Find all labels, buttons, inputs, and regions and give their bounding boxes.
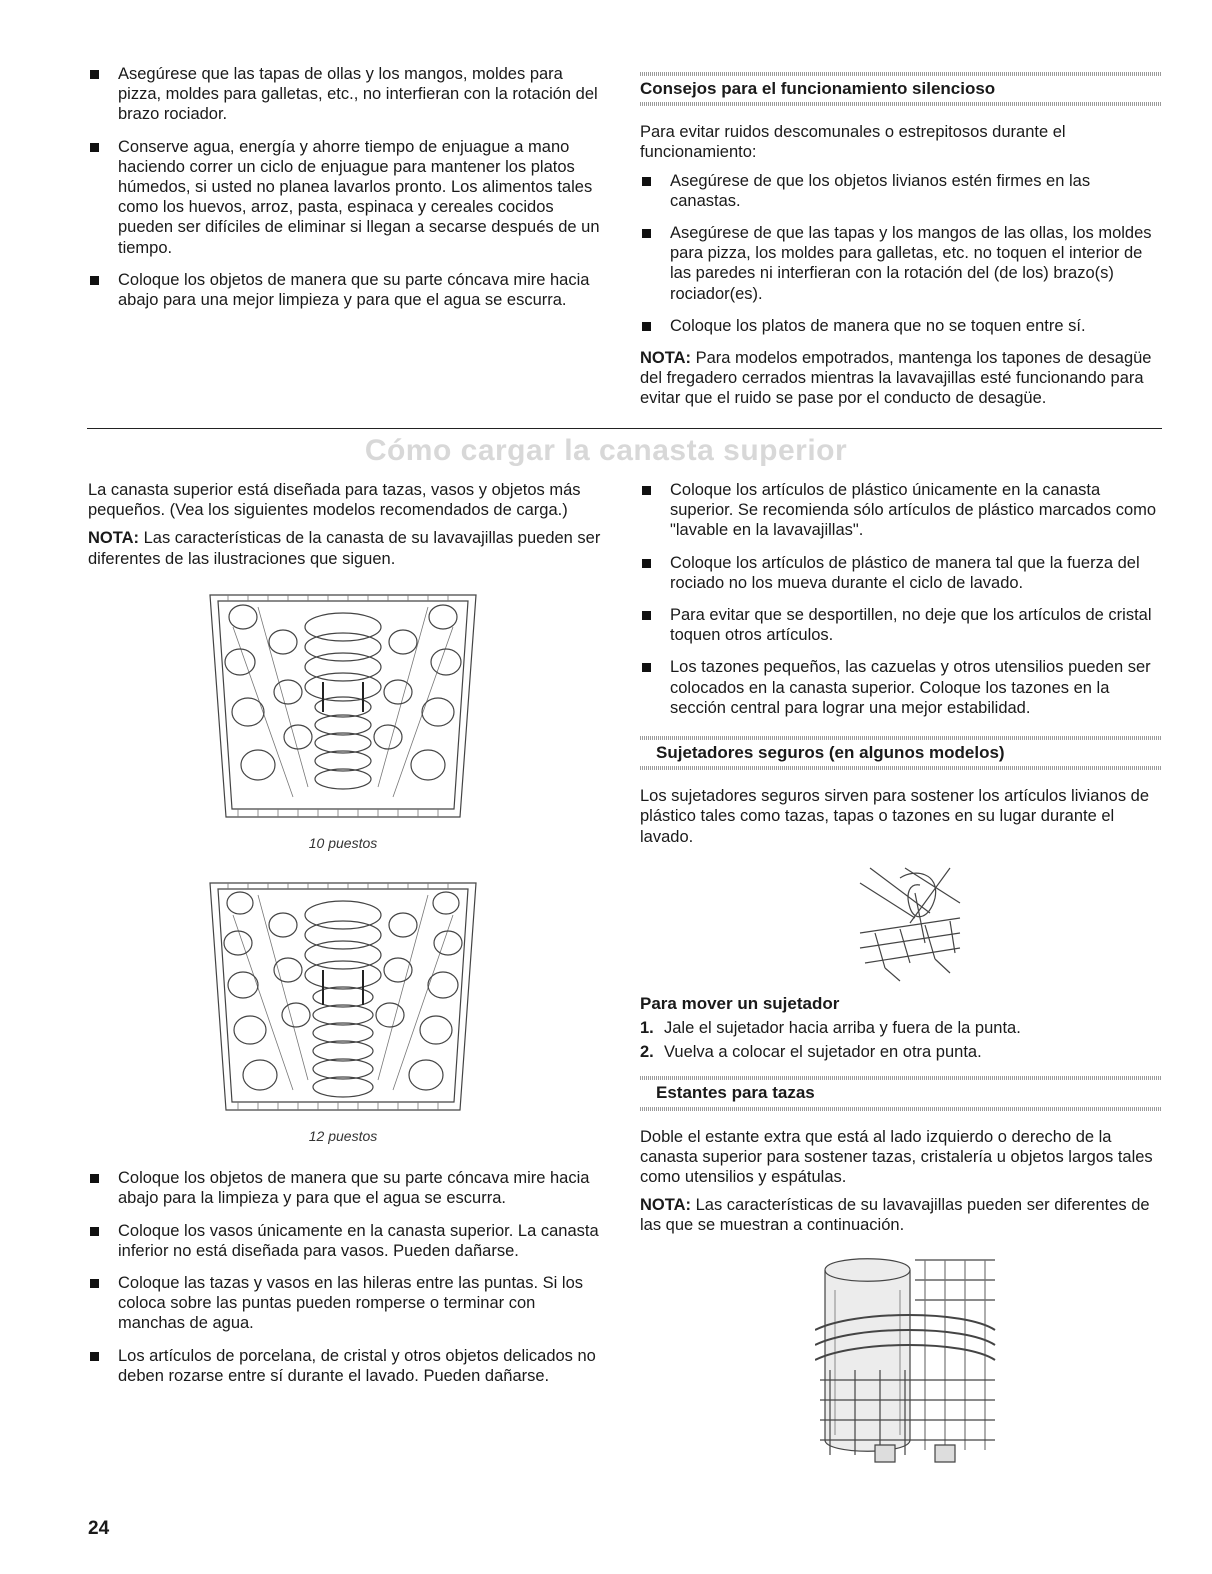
rack-illustration-10 bbox=[198, 587, 488, 853]
step-number: 1. bbox=[640, 1019, 654, 1038]
upper-basket-intro: La canasta superior está diseñada para tazas, vasos y objetos más pequeños. (Vea los siguientes modelos recomendados de carga.) bbox=[88, 481, 581, 520]
rack-illustration-12 bbox=[198, 875, 488, 1146]
step-number: 2. bbox=[640, 1043, 654, 1062]
note-label: NOTA: bbox=[640, 1196, 692, 1215]
list-item: Coloque los platos de manera que no se toquen entre sí. bbox=[640, 316, 1162, 336]
fastener-illustration bbox=[855, 863, 1162, 988]
move-fastener-heading: Para mover un sujetador bbox=[640, 993, 840, 1013]
note-text: Las características de su lavavajillas pueden ser diferentes de las que se muestran a continuación. bbox=[640, 1196, 1150, 1235]
page-number: 24 bbox=[88, 1518, 110, 1539]
rack-caption-12: 12 puestos bbox=[308, 1128, 378, 1145]
top-left-column bbox=[88, 64, 603, 322]
list-item: Conserve agua, energía y ahorre tiempo de enjuague a mano haciendo correr un ciclo de enjuague para mantener los platos húmedos, si usted no planea lavarlos pronto. Los alimentos tales como los huevos, arroz, pasta, espinaca y cereales cocidos pueden ser difíciles de eliminar si llegan a secarse después de un tiempo. bbox=[88, 137, 603, 258]
upper-basket-note bbox=[88, 528, 603, 568]
section-title: Cómo cargar la canasta superior bbox=[364, 434, 848, 467]
list-item bbox=[640, 1042, 1162, 1062]
list-item: Coloque los artículos de plástico de manera tal que la fuerza del rociado no los mueva durante el ciclo de lavado. bbox=[640, 553, 1162, 593]
fasteners-text: Los sujetadores seguros sirven para sostener los artículos livianos de plástico tales como tazas, tapas o tazones en su lugar durante el lavado. bbox=[640, 787, 1150, 846]
rack-12-place-icon bbox=[198, 875, 488, 1120]
upper-basket-left-bullets bbox=[88, 1168, 603, 1386]
list-item: Asegúrese de que las tapas y los mangos de las ollas, los moldes para pizza, los moldes para galletas, etc. no toquen el interior de las paredes ni interfieran con la rotación del (de los) brazo(s) rociador(es). bbox=[640, 223, 1162, 304]
section-heading: Sujetadores seguros (en algunos modelos) bbox=[656, 743, 1005, 763]
list-item: Coloque los objetos de manera que su parte cóncava mire hacia abajo para la limpieza y para que el agua se escurra. bbox=[88, 1168, 603, 1208]
list-item: Asegúrese de que los objetos livianos estén firmes en las canastas. bbox=[640, 171, 1162, 211]
cup-shelves-text: Doble el estante extra que está al lado izquierdo o derecho de la canasta superior para sostener tazas, cristalería u objetos largos tales como utensilios y espátulas. bbox=[640, 1127, 1153, 1187]
list-item: Los artículos de porcelana, de cristal y otros objetos delicados no deben rozarse entre sí durante el lavado. Pueden dañarse. bbox=[88, 1346, 603, 1386]
cup-shelf-icon bbox=[815, 1250, 1000, 1465]
list-item: Coloque los objetos de manera que su parte cóncava mire hacia abajo para una mejor limpieza y para que el agua se escurra. bbox=[88, 270, 603, 310]
note-label: NOTA: bbox=[88, 529, 140, 548]
list-item bbox=[640, 1018, 1162, 1038]
upper-basket-left-column bbox=[88, 480, 603, 1398]
note-text: Para modelos empotrados, mantenga los tapones de desagüe del fregadero cerrados mientras la lavavajillas esté funcionando para evitar que el ruido se pase por el conducto de desagüe. bbox=[640, 349, 1152, 408]
list-item: Para evitar que se desportillen, no deje que los artículos de cristal toquen otros artículos. bbox=[640, 605, 1162, 645]
upper-basket-right-column bbox=[640, 480, 1162, 1465]
quiet-operation-section bbox=[640, 66, 1162, 417]
quiet-note bbox=[640, 348, 1162, 409]
top-left-bullet-list bbox=[88, 64, 603, 310]
list-item: Los tazones pequeños, las cazuelas y otros utensilios pueden ser colocados en la canasta superior. Coloque los tazones en la sección central para lograr una mejor estabilidad. bbox=[640, 657, 1162, 718]
note-text: Las características de la canasta de su lavavajillas pueden ser diferentes de las ilustraciones que siguen. bbox=[88, 529, 601, 568]
quiet-intro: Para evitar ruidos descomunales o estrepitosos durante el funcionamiento: bbox=[640, 123, 1066, 162]
cup-shelf-illustration bbox=[815, 1250, 1162, 1465]
cup-shelves-note bbox=[640, 1195, 1162, 1235]
list-item: Asegúrese que las tapas de ollas y los mangos, moldes para pizza, moldes para galletas, etc., no interfieran con la rotación del brazo rociador. bbox=[88, 64, 603, 125]
section-heading: Consejos para el funcionamiento silencioso bbox=[640, 79, 996, 98]
move-fastener-steps bbox=[640, 1018, 1162, 1062]
rack-caption-10: 10 puestos bbox=[308, 834, 378, 851]
upper-basket-right-bullets bbox=[640, 480, 1162, 718]
note-label: NOTA: bbox=[640, 349, 692, 368]
cup-shelves-header bbox=[640, 1070, 1162, 1116]
step-text: Jale el sujetador hacia arriba y fuera de la punta. bbox=[664, 1019, 1021, 1038]
list-item: Coloque las tazas y vasos en las hileras entre las puntas. Si los coloca sobre las puntas pueden romperse o terminar con manchas de agua. bbox=[88, 1273, 603, 1334]
rack-10-place-icon bbox=[198, 587, 488, 827]
step-text: Vuelva a colocar el sujetador en otra punta. bbox=[664, 1043, 982, 1062]
quiet-bullet-list bbox=[640, 171, 1162, 336]
quiet-operation-header bbox=[640, 66, 1162, 112]
fastener-clip-icon bbox=[855, 863, 965, 988]
section-divider bbox=[87, 428, 1162, 429]
section-heading: Estantes para tazas bbox=[656, 1083, 815, 1103]
fasteners-header bbox=[640, 730, 1162, 776]
list-item: Coloque los artículos de plástico únicamente en la canasta superior. Se recomienda sólo artículos de plástico marcados como "lavable en la lavavajillas". bbox=[640, 480, 1162, 541]
list-item: Coloque los vasos únicamente en la canasta superior. La canasta inferior no está diseñada para vasos. Pueden dañarse. bbox=[88, 1221, 603, 1261]
